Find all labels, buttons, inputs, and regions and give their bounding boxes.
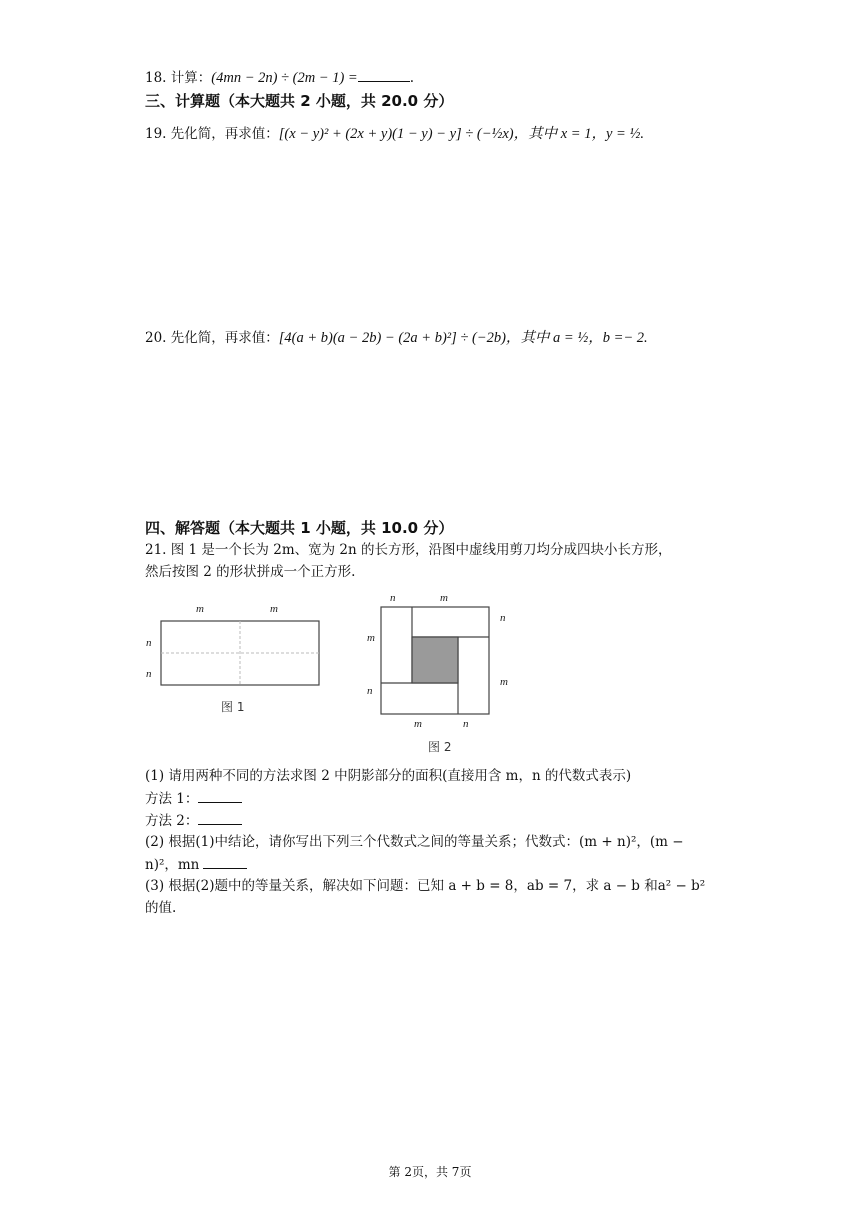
section-3-header: 三、计算题（本大题共 2 小题，共 20.0 分）: [145, 92, 454, 110]
figure-1-rectangle: [160, 620, 322, 688]
question-20: [145, 328, 648, 348]
question-18: [145, 67, 414, 88]
q20-tail: ，其中 a = ½，b =− 2.: [505, 330, 648, 346]
page-footer: 第 2页，共 7页: [388, 1165, 472, 1179]
fig2-label-top-n: n: [390, 592, 396, 604]
method-1-label: 方法 1：: [145, 791, 199, 807]
fig2-label-right-n: n: [500, 612, 506, 624]
figure-1-caption: 图 1: [221, 700, 245, 714]
question-21-line-2: 然后按图 2 的形状拼成一个正方形.: [145, 564, 356, 580]
part-2-blank: [203, 854, 247, 869]
fig2-label-right-m: m: [500, 676, 508, 688]
part-2-expr: n)²，mn: [145, 857, 200, 873]
figure-2-square: [380, 606, 492, 716]
figure-2-caption: 图 2: [428, 740, 452, 754]
question-19: [145, 124, 644, 144]
fig2-label-top-m: m: [440, 592, 448, 604]
method-2-blank: [198, 810, 242, 825]
fig1-label-left-bottom: n: [146, 668, 152, 680]
q18-prefix: 18. 计算：: [145, 70, 212, 86]
shaded-square: [412, 637, 458, 683]
part-2-line-2: [145, 854, 247, 875]
q19-prefix: 19. 先化简，再求值：: [145, 126, 279, 142]
q20-expression: [4(a + b)(a − 2b) − (2a + b)²] ÷ (−2b): [278, 330, 506, 346]
part-1-question: (1) 请用两种不同的方法求图 2 中阴影部分的面积(直接用含 m，n 的代数式表示): [145, 768, 632, 784]
section-4-header: 四、解答题（本大题共 1 小题，共 10.0 分）: [145, 519, 454, 537]
part-2-line-1: (2) 根据(1)中结论，请你写出下列三个代数式之间的等量关系；代数式：(m + n)²，(m −: [145, 834, 684, 850]
fig1-label-left-top: n: [146, 637, 152, 649]
q18-expression: (4mn − 2n) ÷ (2m − 1) =: [211, 70, 358, 86]
fig2-label-left-n: n: [367, 685, 373, 697]
method-2-label: 方法 2：: [145, 813, 199, 829]
fig2-label-bottom-n: n: [463, 718, 469, 730]
q18-end: .: [409, 70, 415, 86]
part-3-line-1: (3) 根据(2)题中的等量关系，解决如下问题：已知 a + b = 8，ab = 7，求 a − b 和a² − b²: [145, 878, 706, 894]
part-3-line-2: 的值.: [145, 900, 177, 916]
q20-prefix: 20. 先化简，再求值：: [145, 330, 279, 346]
question-21-line-1: 21. 图 1 是一个长为 2m、宽为 2n 的长方形，沿图中虚线用剪刀均分成四块小长方形，: [145, 542, 672, 558]
fig1-label-top-right: m: [270, 603, 278, 615]
fig1-label-top-left: m: [196, 603, 204, 615]
method-1-blank: [198, 788, 242, 803]
fig2-label-bottom-m: m: [414, 718, 422, 730]
fig2-label-left-m: m: [367, 632, 375, 644]
q19-expression: [(x − y)² + (2x + y)(1 − y) − y] ÷ (−½x): [278, 126, 514, 142]
q19-tail: ，其中 x = 1，y = ½.: [513, 126, 644, 142]
method-1-line: [145, 788, 242, 809]
method-2-line: [145, 810, 242, 831]
q18-answer-blank: [358, 67, 410, 82]
